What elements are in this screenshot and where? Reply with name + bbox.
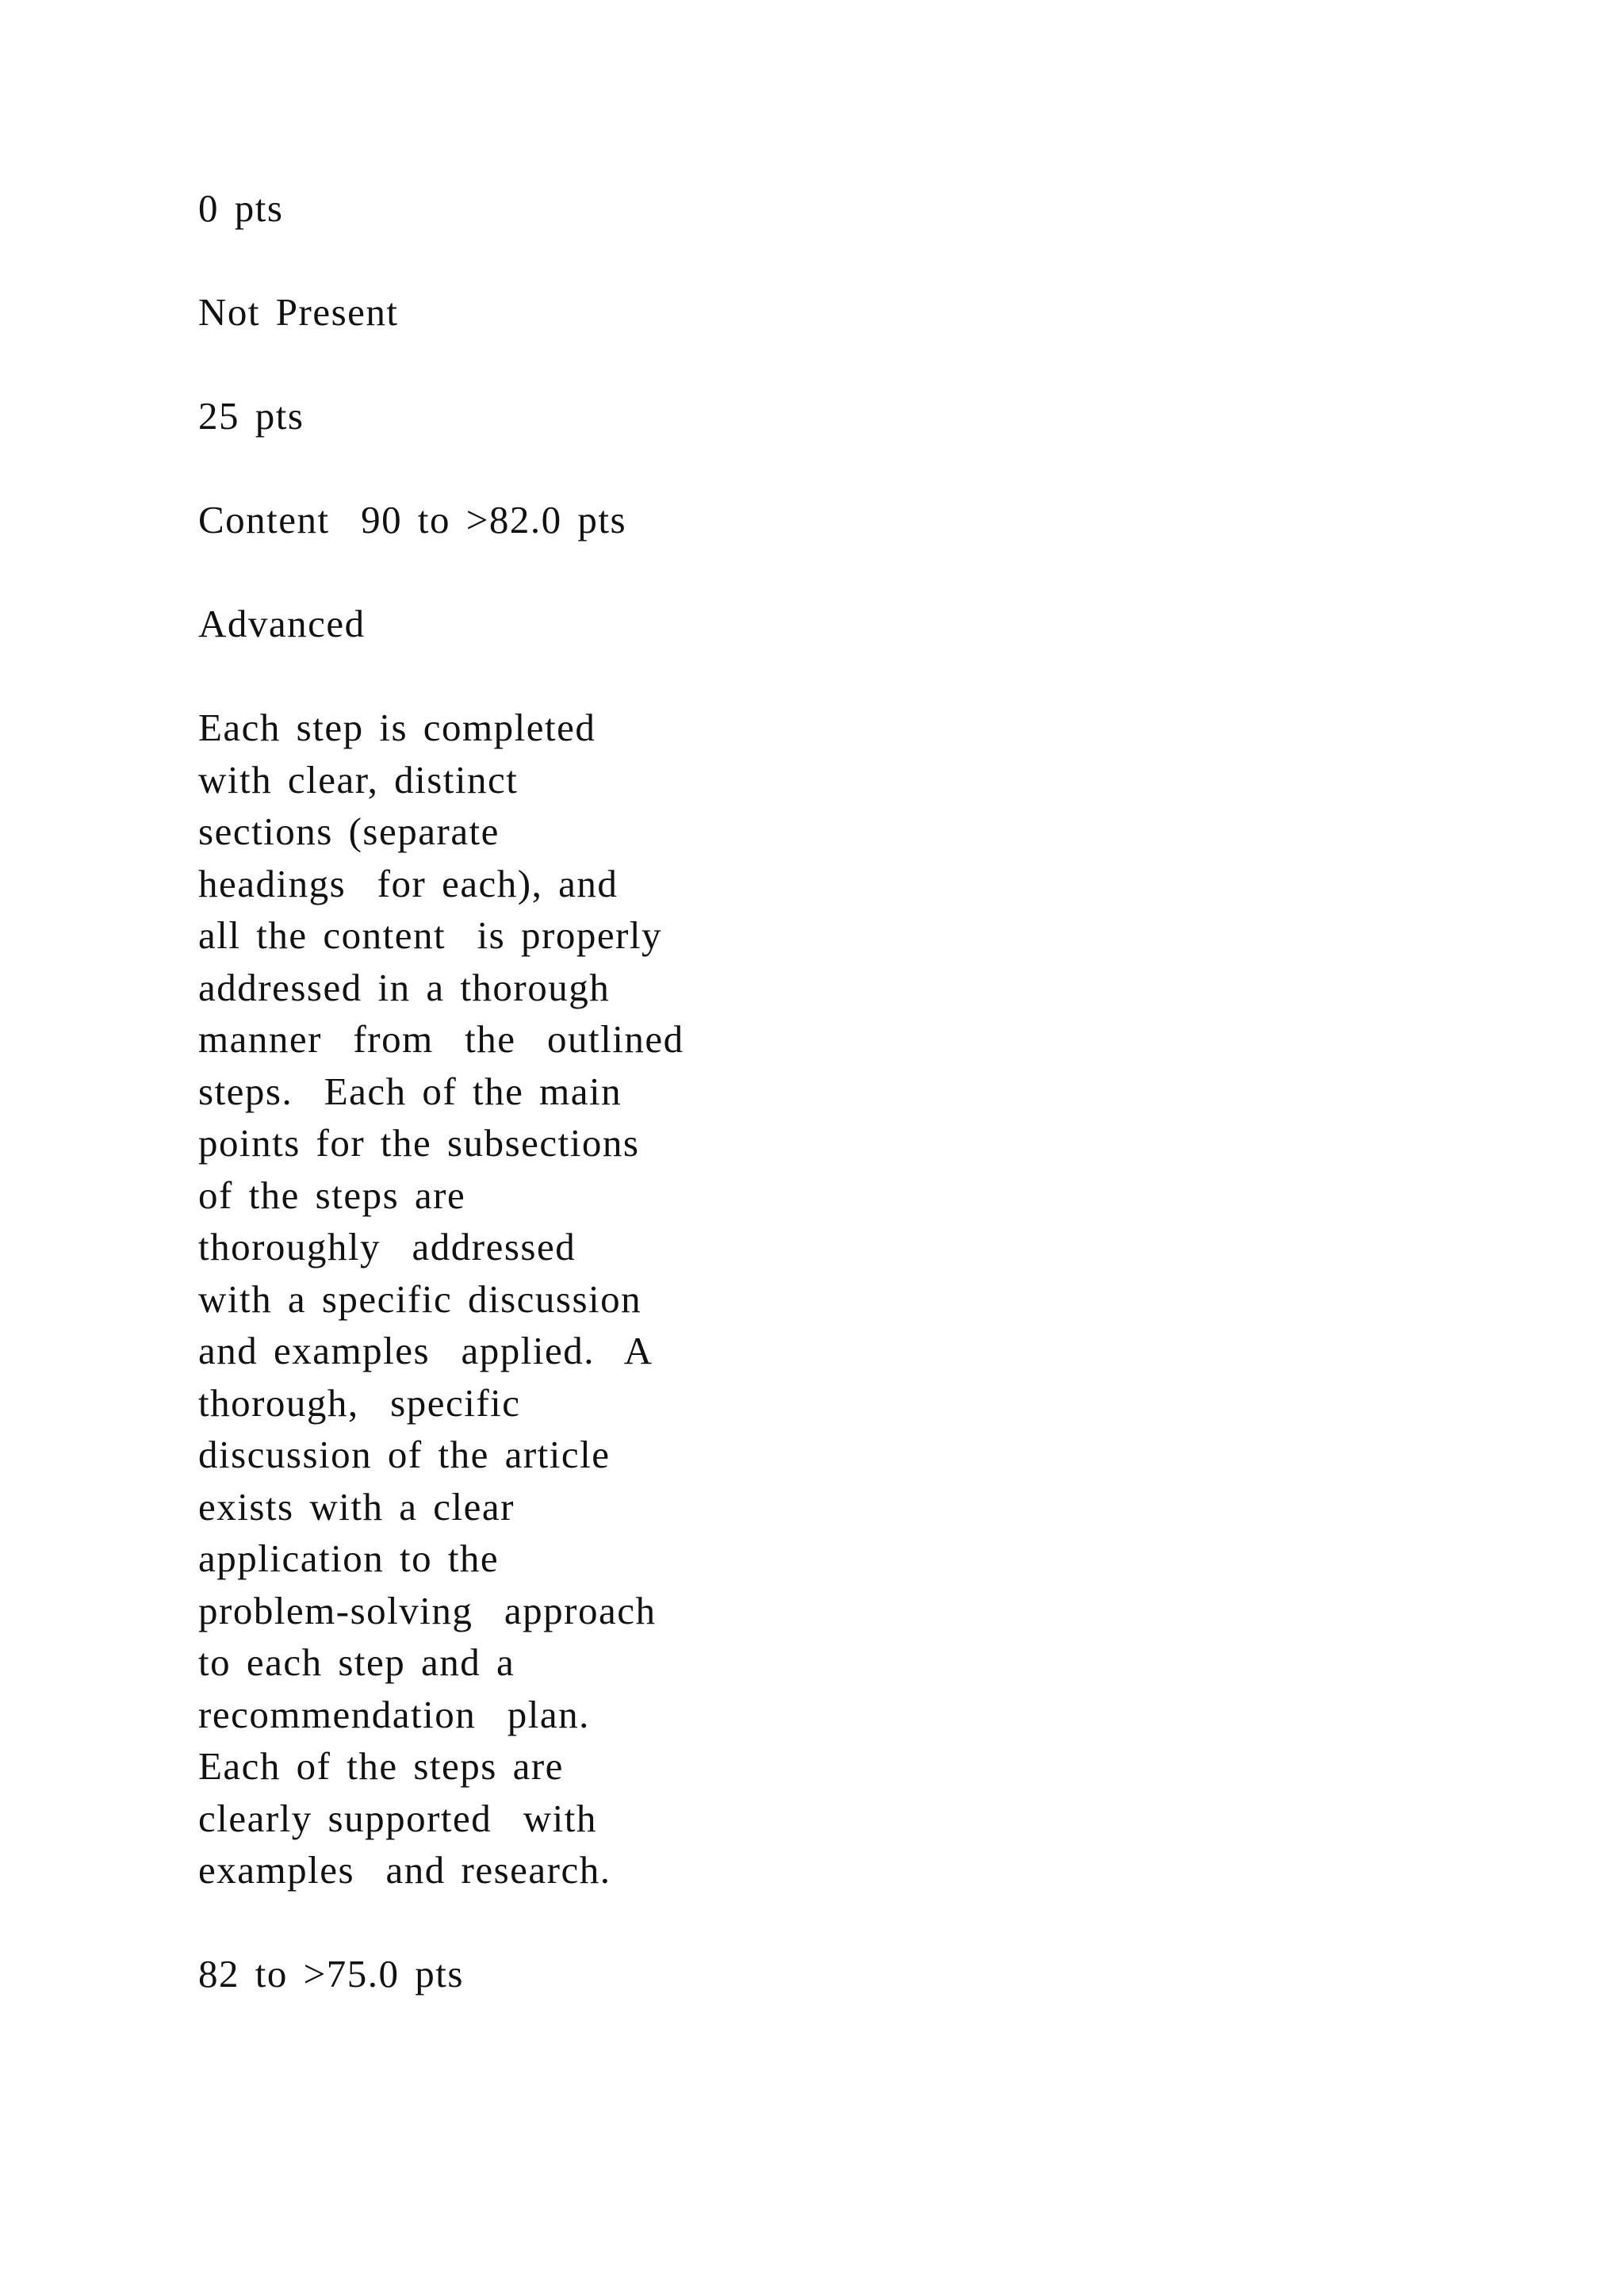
text-line: thorough, specific — [198, 1380, 521, 1425]
text-line: steps. Each of the main — [198, 1069, 622, 1113]
points-twenty-five — [198, 390, 991, 442]
text-line: examples and research. — [198, 1848, 611, 1892]
text-line: recommendation plan. — [198, 1692, 590, 1736]
text-line: Content 90 to >82.0 pts — [198, 498, 627, 541]
text-line: Advanced — [198, 602, 366, 645]
text-line: manner from the outlined — [198, 1017, 684, 1061]
text-line: exists with a clear — [198, 1484, 515, 1529]
text-line: application to the — [198, 1536, 500, 1580]
text-line: headings for each), and — [198, 861, 619, 905]
advanced-description — [198, 702, 991, 1896]
text-line: discussion of the article — [198, 1433, 611, 1476]
level-advanced — [198, 598, 991, 650]
text-line: all the content is properly — [198, 913, 662, 957]
text-line: 25 pts — [198, 394, 304, 438]
text-line: problem-solving approach — [198, 1588, 657, 1632]
text-line: clearly supported with — [198, 1796, 597, 1840]
text-line: sections (separate — [198, 809, 500, 853]
text-line: Not Present — [198, 290, 399, 334]
text-line: Each of the steps are — [198, 1744, 564, 1788]
text-line: with a specific discussion — [198, 1276, 642, 1321]
level-not-present — [198, 286, 991, 339]
document-body — [198, 182, 991, 2052]
text-line: 82 to >75.0 pts — [198, 1952, 464, 1996]
text-line: with clear, distinct — [198, 757, 519, 802]
text-line: of the steps are — [198, 1173, 466, 1217]
text-line: addressed in a thorough — [198, 965, 611, 1009]
text-line: Each step is completed — [198, 706, 596, 749]
text-line: to each step and a — [198, 1640, 515, 1684]
points-zero — [198, 182, 991, 235]
points-range-next — [198, 1948, 991, 2000]
criterion-content-range — [198, 494, 991, 546]
text-line: 0 pts — [198, 186, 284, 230]
text-line: and examples applied. A — [198, 1329, 653, 1372]
text-line: points for the subsections — [198, 1121, 640, 1165]
text-line: thoroughly addressed — [198, 1225, 576, 1269]
